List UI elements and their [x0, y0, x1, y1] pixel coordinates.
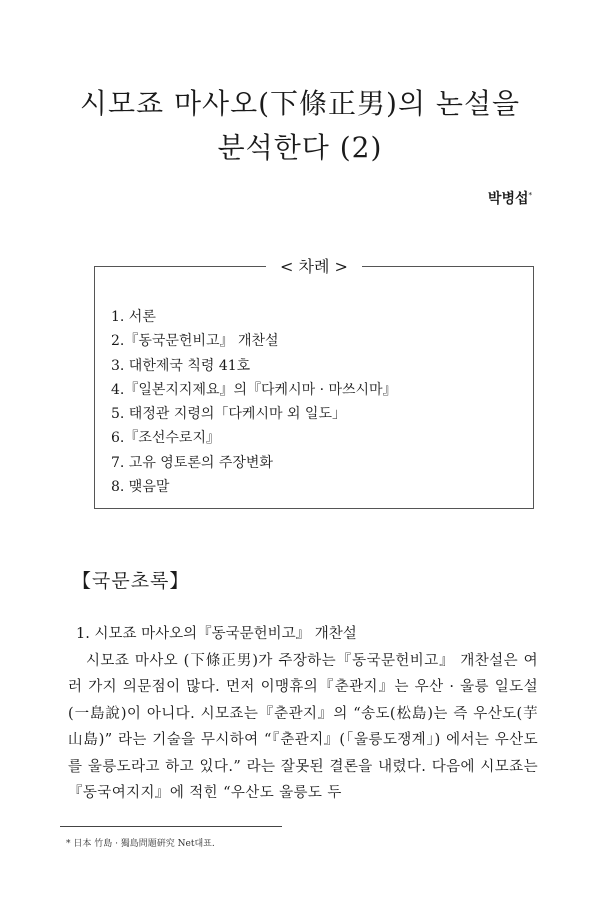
title-line-2: 분석한다 (2) [217, 131, 383, 164]
toc-heading-label: < 차례 > [266, 257, 362, 276]
footnote-divider [60, 826, 282, 827]
title-line-1: 시모죠 마사오(下條正男)의 논설을 [79, 87, 521, 120]
toc-heading [95, 255, 533, 279]
toc-item: 1. 서론 [111, 309, 156, 325]
toc-item: 6.『조선수로지』 [111, 430, 220, 447]
toc-list [111, 305, 397, 499]
toc-item: 5. 태정관 지령의「다케시마 외 일도」 [111, 406, 346, 423]
toc-item: 7. 고유 영토론의 주장변화 [111, 454, 273, 471]
author [488, 188, 532, 208]
table-of-contents [94, 257, 534, 509]
toc-item: 8. 맺음말 [111, 479, 170, 496]
abstract-heading: 【국문초록】 [72, 570, 190, 592]
toc-item: 2.『동국문헌비고』 개찬설 [111, 333, 279, 350]
author-footnote-mark: * [528, 191, 532, 200]
abstract-subheading: 1. 시모죠 마사오의『동국문헌비고』 개찬설 [76, 626, 357, 642]
toc-item: 3. 대한제국 칙령 41호 [111, 357, 251, 374]
author-name: 박병섭 [487, 191, 529, 207]
document-title [0, 82, 600, 170]
toc-item: 4.『일본지지제요』의『다케시마 · 마쓰시마』 [111, 381, 397, 398]
abstract-paragraph: 시모죠 마사오 (下條正男)가 주장하는『동국문헌비고』 개찬설은 여러 가지 의문점이 많다. 먼저 이맹휴의『춘관지』는 우산 · 울릉 일도설(一島說)이 아니다. 시모죠는『춘관지』의 “송도(松島)는 즉 우산도(芋山島)” 라는 기술을 무시하여 “『춘관지』(「울릉도쟁계」) 에서는 우산도를 울릉도라고 하고 있다.” 라는 잘못된 결론을 내렸다. 다음에 시모죠는『동국여지지』에 적힌 “우산도 울릉도 두 [68, 653, 538, 802]
footnote: * 日本 竹島 · 獨島問題硏究 Net대표. [66, 839, 215, 849]
